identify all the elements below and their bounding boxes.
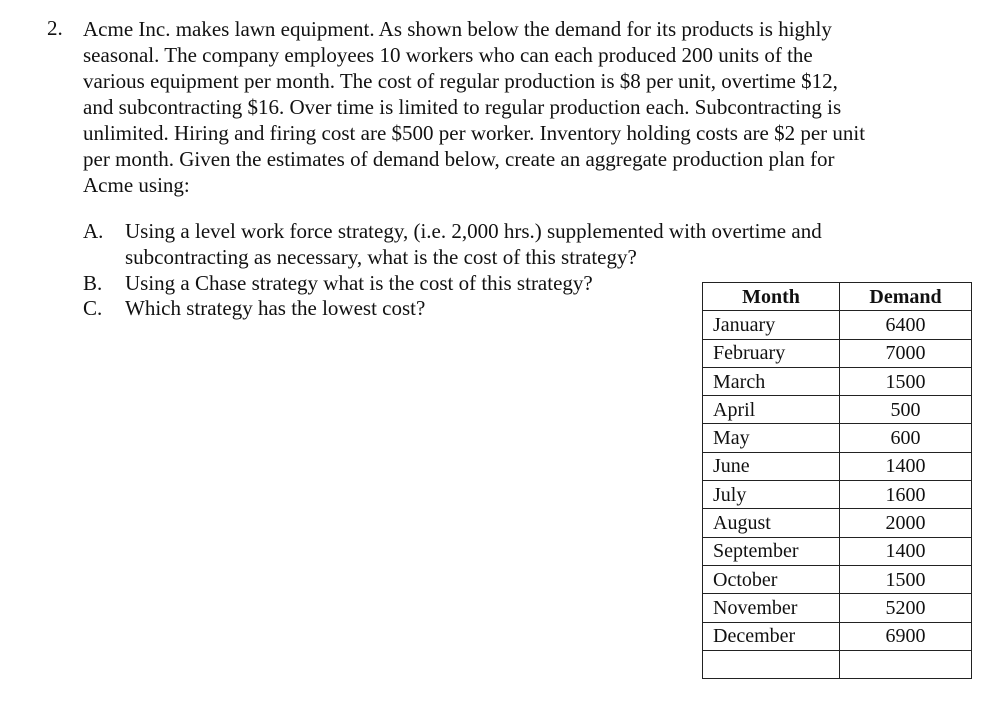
table-row: [703, 622, 972, 650]
question-line: Acme Inc. makes lawn equipment. As shown below the demand for its products is highly: [83, 17, 832, 41]
table-row: [703, 565, 972, 593]
sub-question-line: Using a Chase strategy what is the cost of this strategy?: [125, 271, 593, 295]
question-line: unlimited. Hiring and firing cost are $500 per worker. Inventory holding costs are $2 per unit: [83, 121, 866, 145]
demand-cell: 6900: [840, 622, 972, 650]
sub-question-line: Which strategy has the lowest cost?: [125, 296, 426, 320]
month-cell: January: [703, 311, 840, 339]
demand-cell: 500: [840, 396, 972, 424]
month-cell: August: [703, 509, 840, 537]
month-cell: February: [703, 339, 840, 367]
demand-cell: 1500: [840, 367, 972, 395]
table-row-empty: [703, 650, 972, 678]
demand-table: [702, 282, 972, 679]
table-row: [703, 509, 972, 537]
header-demand: Demand: [840, 283, 972, 311]
table-row: [703, 424, 972, 452]
question-line: per month. Given the estimates of demand below, create an aggregate production plan for: [83, 147, 835, 171]
month-cell: March: [703, 367, 840, 395]
demand-cell: [840, 650, 972, 678]
question-line: seasonal. The company employees 10 workers who can each produced 200 units of the: [83, 43, 813, 67]
table-row: [703, 396, 972, 424]
month-cell: June: [703, 452, 840, 480]
month-cell: May: [703, 424, 840, 452]
question-line: various equipment per month. The cost of regular production is $8 per unit, overtime $12,: [83, 69, 838, 93]
month-cell: November: [703, 594, 840, 622]
demand-cell: 1500: [840, 565, 972, 593]
table-header-row: [703, 283, 972, 311]
month-cell: July: [703, 481, 840, 509]
sub-question-label: B.: [83, 271, 103, 295]
demand-cell: 1400: [840, 537, 972, 565]
month-cell: October: [703, 565, 840, 593]
demand-cell: 7000: [840, 339, 972, 367]
question-number: 2.: [47, 16, 63, 40]
question-line: and subcontracting $16. Over time is limited to regular production each. Subcontracting is: [83, 95, 842, 119]
question-line: Acme using:: [83, 173, 190, 197]
month-cell: April: [703, 396, 840, 424]
demand-cell: 600: [840, 424, 972, 452]
demand-cell: 2000: [840, 509, 972, 537]
question-paragraph: [83, 16, 983, 198]
demand-cell: 5200: [840, 594, 972, 622]
table-row: [703, 481, 972, 509]
table-row: [703, 452, 972, 480]
table-row: [703, 311, 972, 339]
header-month: Month: [703, 283, 840, 311]
table-row: [703, 339, 972, 367]
demand-cell: 1600: [840, 481, 972, 509]
month-cell: September: [703, 537, 840, 565]
sub-question-line: subcontracting as necessary, what is the cost of this strategy?: [125, 245, 637, 269]
table-row: [703, 537, 972, 565]
sub-question-label: C.: [83, 296, 103, 320]
demand-cell: 1400: [840, 452, 972, 480]
sub-question-label: A.: [83, 219, 104, 243]
sub-question-line: Using a level work force strategy, (i.e. 2,000 hrs.) supplemented with overtime and: [125, 219, 822, 243]
table-row: [703, 367, 972, 395]
demand-cell: 6400: [840, 311, 972, 339]
table-row: [703, 594, 972, 622]
month-cell: December: [703, 622, 840, 650]
month-cell: [703, 650, 840, 678]
